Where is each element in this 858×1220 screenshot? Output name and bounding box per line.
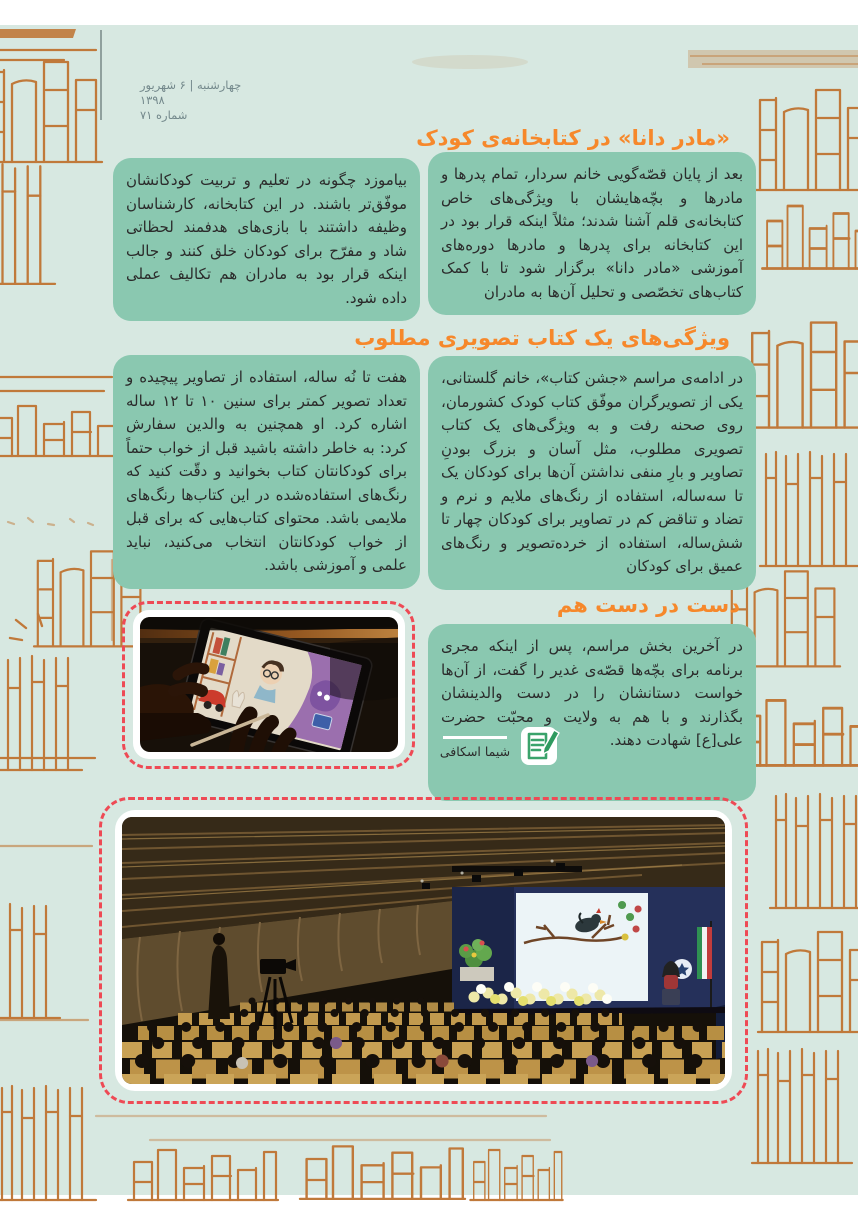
date-text: چهارشنبه | ۶ شهریور ۱۳۹۸ [140,78,242,107]
photo-auditorium-frame [115,810,732,1091]
paragraph-section3-text: در آخرین بخش مراسم، پس از اینکه مجری برنامه برای بچّه‌ها قصّه‌ی غدیر را گفت، از آن‌ها خواست دستانشان را در دست والدینشان بگذارند و با هم به ولایت و محبّت حضرت علی[ع] شهادت دهند. [441,637,743,749]
paragraph-section1-right: بعد از پایان قصّه‌گویی خانم سردار، تمام پدرها و مادرها و بچّه‌هایشان با ویژگی‌های خاص کتابخانه‌ی قلم آشنا شدند؛ مثلاً اینکه قرار بود در این کتابخانه برای پدرها و مادرها دوره‌های آموزشی «مادر دانا» برگزار شود تا با کمک کتاب‌های تخصّصی و تحلیل آن‌ها به مادران [428,152,756,315]
section-heading-hand-in-hand: دست در دست هم [556,593,740,617]
paragraph-section3 [428,624,756,801]
photo-tablet-frame [133,610,405,759]
section-heading-mother-dana: «مادر دانا» در کتابخانه‌ی کودک [416,126,730,150]
paragraph-section2-right: در ادامه‌ی مراسم «جشن کتاب»، خانم گلستانی، یکی از تصویرگران موفّق کتاب کودک کشورمان، روی صحنه رفت و به ویژگی‌های یک کتاب تصویری مطلوب، مثل آسان و بزرگ بودنِ تصاویر و بارِ منفی نداشتن آن‌ها برای کودکان یک تا سه‌ساله، استفاده از رنگ‌های ملایم و نرم و تضاد و تناقض کم در تصاویر برای کودکان چهار تا شش‌ساله، استفاده از خرده‌تصویر و رنگ‌های عمیق برای کودکان [428,356,756,590]
photo-tablet [140,617,398,752]
photo-auditorium [122,817,725,1084]
section-heading-picture-book: ویژگی‌های یک کتاب تصویری مطلوب [354,326,730,350]
byline-divider [443,736,507,739]
dateline [140,78,260,123]
header-divider-line [100,30,102,120]
paragraph-section2-left: هفت تا نُه ساله، استفاده از تصاویر پیچیده و تعداد تصویر کمتر برای سنین ۱۰ تا ۱۲ ساله اشاره کرد. او همچنین به والدین سفارش کرد: به خاطر داشته باشید قبل از خواب حتماً برای کودکانتان کتاب بخوانید و دقّت کنید که رنگ‌های استفاده‌شده در این کتاب‌ها رنگ‌های ملایمی باشد. محتوای کتاب‌هایی که برای قبل از خواب کودکانتان انتخاب می‌کنید، نباید علمی و آموزشی باشد. [113,355,420,589]
paragraph-section1-left: بیاموزد چگونه در تعلیم و تربیت کودکانشان موفّق‌تر باشند. در این کتابخانه، کارشناسان وظیفه داشتند با بازی‌های هدفمند لحظاتی شاد و مفرّح برای کودکان خلق کنند و جالب اینکه قرار بود به مادران هم تکالیف عملی داده شود. [113,158,420,321]
byline-author: شیما اسکافی [439,744,511,759]
issue-number: شماره ۷۱ [140,108,188,122]
notepad-pencil-icon [520,724,560,766]
